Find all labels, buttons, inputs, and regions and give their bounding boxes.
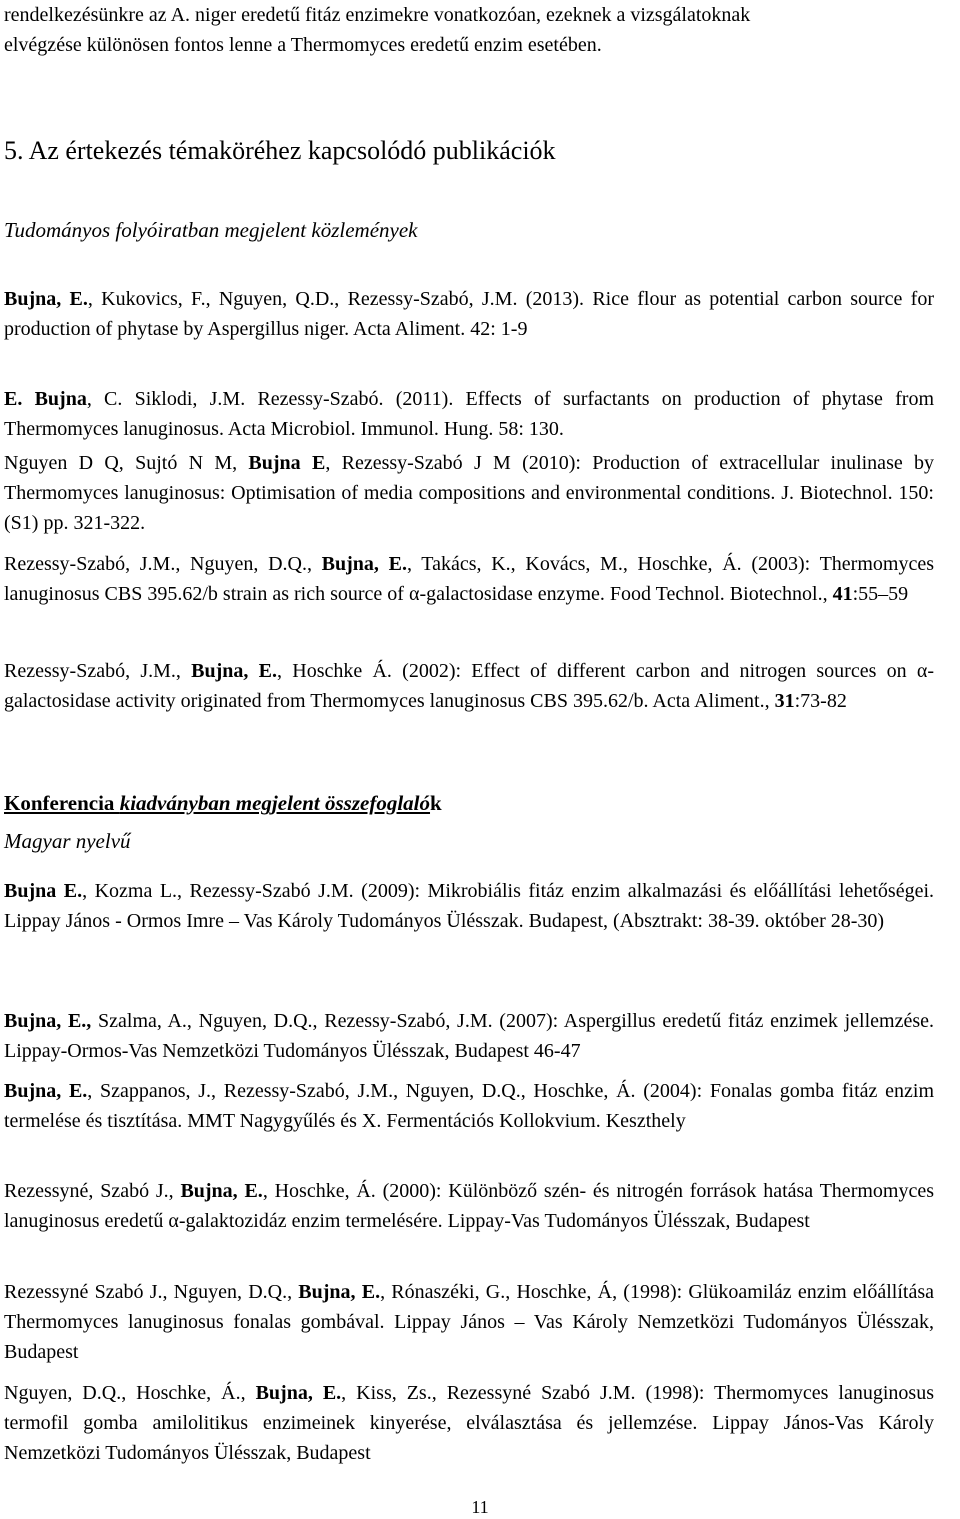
conference-pub: [4, 1378, 934, 1468]
author-highlight: Bujna, E.: [4, 288, 88, 310]
conference-pub: [4, 1006, 934, 1066]
conference-pub: [4, 876, 934, 936]
citation-text: , Kiss, Zs., Rezessyné Szabó J.M. (1998): Thermomyces lanuginosus termofil gomba amilolitikus enzimeinek kinyerése, elválasztása és jellemzése. Lippay János-Vas Károly Nemzetközi Tudományos Ülésszak, Budapest: [4, 1382, 934, 1464]
conference-pub: [4, 1176, 934, 1236]
journal-pub: [4, 448, 934, 538]
citation-pages: :55–59: [852, 583, 909, 605]
author-highlight: Bujna, E.: [321, 553, 407, 575]
conference-heading-italic: kiadványban megjelent összefoglaló: [119, 791, 431, 815]
conference-heading: [4, 788, 934, 818]
citation-text: , Kukovics, F., Nguyen, Q.D., Rezessy-Szabó, J.M. (2013). Rice flour as potential carbon source for production of phytase by Aspergillus niger. Acta Aliment. 42: 1-9: [4, 288, 934, 340]
journal-pub: [4, 549, 934, 609]
citation-text: , Hoschke Á. (2002): Effect of different carbon and nitrogen sources on α-galactosidase activity originated from Thermomyces lanuginosus CBS 395.62/b. Acta Aliment.,: [4, 660, 935, 712]
journal-subheading: Tudományos folyóiratban megjelent közlemények: [4, 218, 418, 242]
citation-authors: Rezessyné Szabó J., Nguyen, D.Q.,: [4, 1281, 299, 1303]
citation-text: , Kozma L., Rezessy-Szabó J.M. (2009): Mikrobiális fitáz enzim alkalmazási és előállítási lehetőségei. Lippay János - Ormos Imre – Vas Károly Tudományos Ülésszak. Budapest, (Absztrakt: 38-39. október 28-30): [4, 880, 935, 932]
conference-pub: [4, 1076, 934, 1136]
author-highlight: Bujna, E.: [4, 1080, 88, 1102]
journal-pub: [4, 656, 934, 716]
citation-text: , Szappanos, J., Rezessy-Szabó, J.M., Nguyen, D.Q., Hoschke, Á. (2004): Fonalas gomba fitáz enzim termelése és tisztítása. MMT Nagygyűlés és X. Fermentációs Kollokvium. Keszthely: [4, 1080, 934, 1132]
journal-pub: [4, 384, 934, 444]
citation-text: , Hoschke, Á. (2000): Különböző szén- és nitrogén források hatása Thermomyces lanuginosus eredetű α-galaktozidáz enzim termelésére. Lippay-Vas Tudományos Ülésszak, Budapest: [4, 1180, 934, 1232]
intro-line-2: elvégzése különösen fontos lenne a Thermomyces eredetű enzim esetében.: [4, 34, 602, 56]
citation-text: , Rónaszéki, G., Hoschke, Á, (1998): Glükoamiláz enzim előállítása Thermomyces lanuginosus fonalas gombával. Lippay János – Vas Károly Nemzetközi Tudományos Ülésszak, Budapest: [4, 1281, 935, 1363]
citation-pages: :73-82: [794, 690, 847, 712]
conference-pub: [4, 1277, 934, 1367]
volume-number: 31: [774, 690, 795, 712]
author-highlight: Bujna, E.: [180, 1180, 263, 1202]
intro-paragraph: [4, 0, 934, 60]
citation-text: Szalma, A., Nguyen, D.Q., Rezessy-Szabó, J.M. (2007): Aspergillus eredetű fitáz enzimek jellemzése. Lippay-Ormos-Vas Nemzetközi Tudományos Ülésszak, Budapest 46-47: [4, 1010, 934, 1062]
intro-line-1: rendelkezésünkre az A. niger eredetű fitáz enzimekre vonatkozóan, ezeknek a vizsgálatoknak: [4, 4, 751, 26]
citation-text: , Rezessy-Szabó J M (2010): Production of extracellular inulinase by Thermomyces lanuginosus: Optimisation of media compositions and environmental conditions. J. Biotechnol. 150: (S1) pp. 321-322.: [4, 452, 935, 534]
author-highlight: E. Bujna: [4, 388, 87, 410]
citation-authors: Nguyen, D.Q., Hoschke, Á.,: [4, 1382, 256, 1404]
conference-heading-end: k: [430, 791, 442, 815]
page-number: 11: [471, 1497, 489, 1517]
section-heading: 5. Az értekezés témaköréhez kapcsolódó publikációk: [4, 136, 556, 165]
journal-pub: [4, 284, 934, 344]
author-highlight: Bujna, E.: [255, 1382, 342, 1404]
language-subheading: Magyar nyelvű: [4, 829, 131, 853]
volume-number: 41: [832, 583, 853, 605]
author-highlight: Bujna, E.,: [4, 1010, 92, 1032]
author-highlight: Bujna E: [248, 452, 326, 474]
author-highlight: Bujna, E.: [191, 660, 277, 682]
citation-authors: Nguyen D Q, Sujtó N M,: [4, 452, 249, 474]
author-highlight: Bujna E.: [4, 880, 83, 902]
citation-text: , Takács, K., Kovács, M., Hoschke, Á. (2003): Thermomyces lanuginosus CBS 395.62/b strain as rich source of α-galactosidase enzyme. Food Technol. Biotechnol.,: [4, 553, 934, 605]
citation-authors: Rezessyné, Szabó J.,: [4, 1180, 181, 1202]
citation-authors: Rezessy-Szabó, J.M.,: [4, 660, 192, 682]
citation-authors: Rezessy-Szabó, J.M., Nguyen, D.Q.,: [4, 553, 322, 575]
author-highlight: Bujna, E.: [298, 1281, 381, 1303]
conference-heading-plain: Konferencia: [4, 791, 120, 815]
citation-text: , C. Siklodi, J.M. Rezessy-Szabó. (2011). Effects of surfactants on production of phytase from Thermomyces lanuginosus. Acta Microbiol. Immunol. Hung. 58: 130.: [4, 388, 934, 440]
